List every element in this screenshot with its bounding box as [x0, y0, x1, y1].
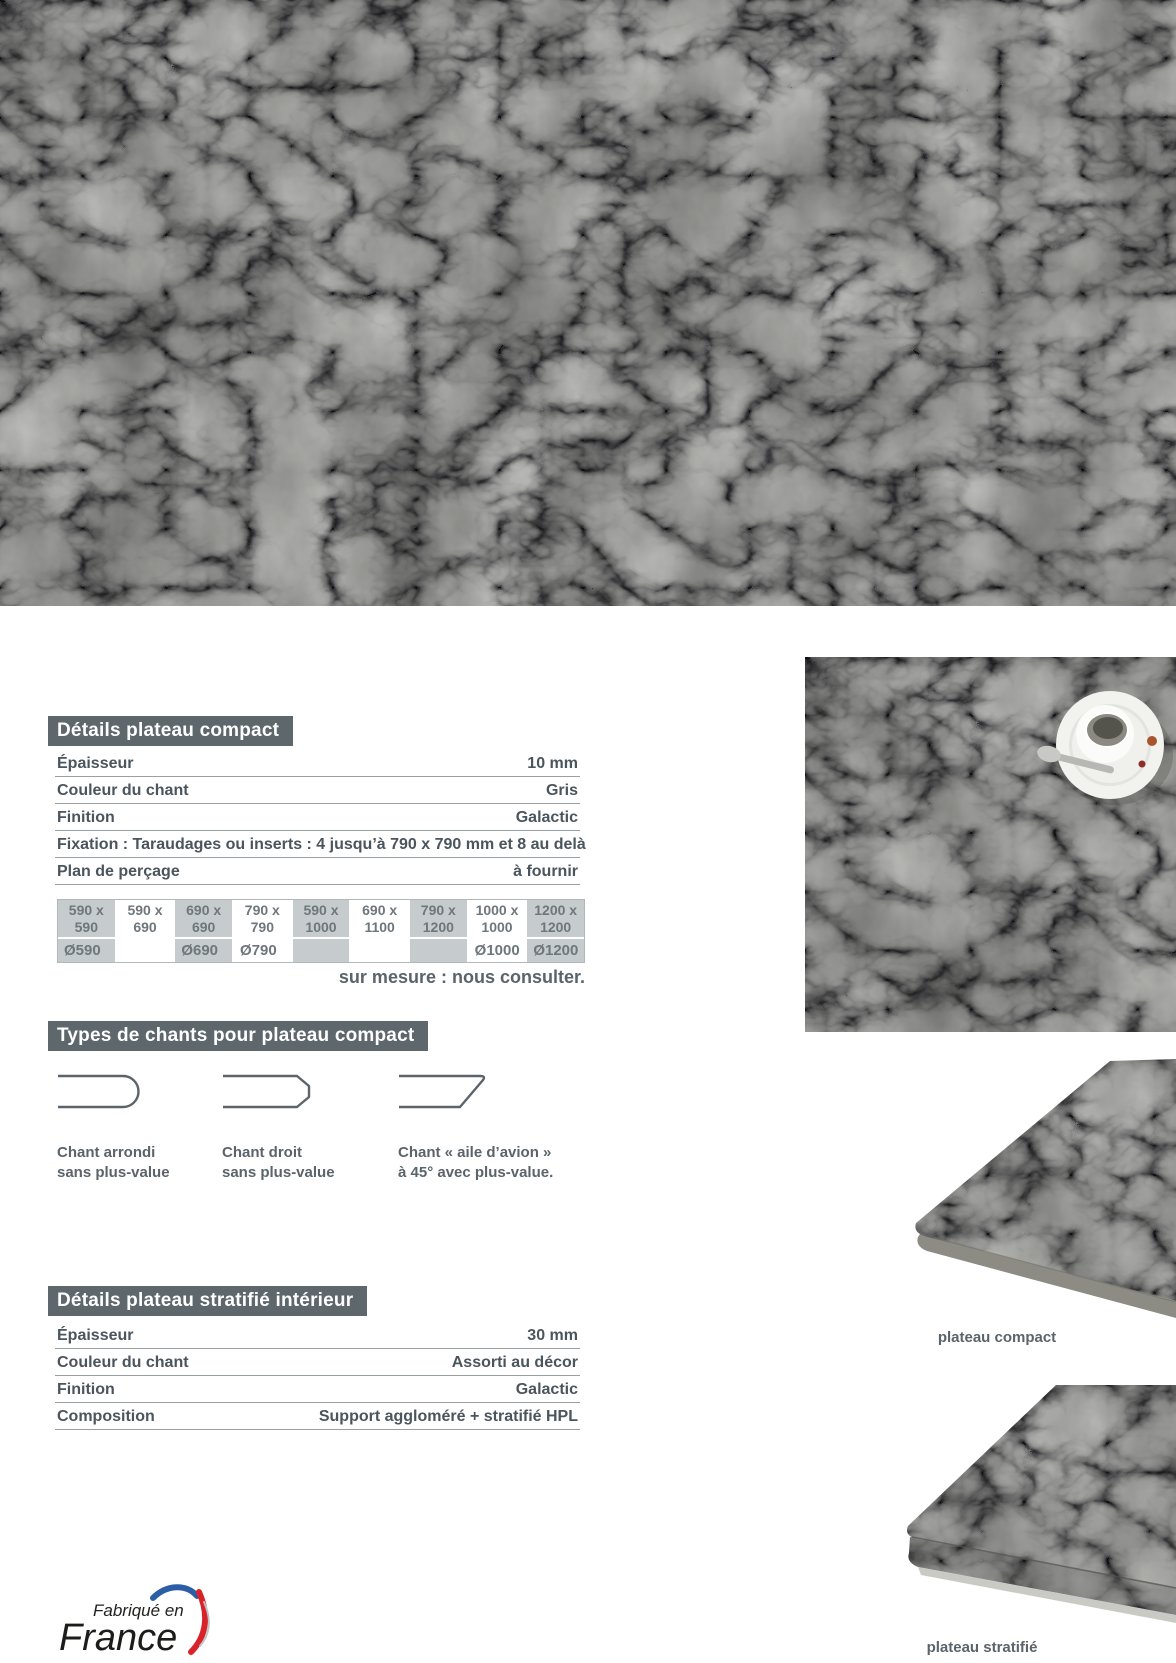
- diameter-cell: Ø790: [234, 939, 291, 962]
- section-title-plateau-stratifie: [48, 1286, 367, 1316]
- caption-plateau-compact: plateau compact: [937, 1329, 1057, 1346]
- spec-row: [55, 1322, 580, 1349]
- diameter-cell: Ø590: [58, 939, 115, 962]
- spec-row: [55, 858, 580, 885]
- spec-value: à fournir: [513, 863, 578, 880]
- spec-row: [55, 1403, 580, 1430]
- france-logo-icon: [57, 1576, 227, 1658]
- render-plateau-stratifie: [858, 1385, 1176, 1637]
- size-cell: 690 x 1100: [351, 900, 408, 937]
- spec-label: Plan de perçage: [57, 863, 180, 880]
- diameter-cell: [410, 939, 467, 962]
- size-cell: 690 x 690: [175, 900, 232, 937]
- chant-arrondi-diagram: [57, 1072, 149, 1112]
- spec-label: Épaisseur: [57, 1327, 134, 1344]
- bevel-edge-profile-icon: [398, 1072, 490, 1112]
- section-title-text: Types de chants pour plateau compact: [48, 1021, 428, 1051]
- hero-marble-photo: [0, 0, 1176, 606]
- chant-arrondi-label: Chant arrondi sans plus-value: [57, 1144, 170, 1182]
- size-cell: 590 x 1000: [293, 900, 350, 937]
- made-in-france-logo: [57, 1576, 227, 1663]
- spec-row: [55, 1376, 580, 1403]
- size-cell: 590 x 690: [117, 900, 174, 937]
- diameter-cell: [293, 939, 350, 962]
- detail-marble-photo: [805, 657, 1176, 1032]
- section-title-plateau-compact: [48, 716, 293, 746]
- spec-table-stratifie: [55, 1322, 580, 1430]
- spec-label: Couleur du chant: [57, 1354, 189, 1371]
- spec-label: Épaisseur: [57, 755, 134, 772]
- caption-plateau-stratifie: plateau stratifié: [926, 1639, 1038, 1656]
- size-cell: 1200 x 1200: [527, 900, 584, 937]
- spec-value: 10 mm: [527, 755, 578, 772]
- rounded-edge-profile-icon: [57, 1072, 149, 1112]
- size-cell: 790 x 790: [234, 900, 291, 937]
- spec-value: Galactic: [515, 809, 578, 826]
- chant-droit-label: Chant droit sans plus-value: [222, 1144, 335, 1182]
- spec-label: Finition: [57, 1381, 115, 1398]
- spec-value: Gris: [545, 782, 578, 799]
- spec-row: [55, 777, 580, 804]
- spec-value: Support aggloméré + stratifié HPL: [318, 1408, 578, 1425]
- plateau-stratifie-corner: [858, 1385, 1176, 1637]
- spec-label: Composition: [57, 1408, 155, 1425]
- spec-row: [55, 1349, 580, 1376]
- chant-aile-avion-diagram: [398, 1072, 490, 1112]
- diameter-cell: [351, 939, 408, 962]
- spec-label: Finition: [57, 809, 115, 826]
- marble-texture: [0, 0, 1176, 606]
- marble-texture: [805, 657, 1176, 1032]
- diameter-cell: Ø1200: [527, 939, 584, 962]
- section-title-text: Détails plateau compact: [48, 716, 293, 746]
- spec-row: [55, 804, 580, 831]
- chant-aile-avion-label: Chant « aile d’avion » à 45° avec plus-value.: [398, 1144, 554, 1182]
- plateau-compact-corner: [905, 1058, 1176, 1320]
- spec-value: Assorti au décor: [451, 1354, 578, 1371]
- size-cell: 1000 x 1000: [469, 900, 526, 937]
- section-title-text: Détails plateau stratifié intérieur: [48, 1286, 367, 1316]
- logo-line2: France: [59, 1617, 178, 1658]
- logo-line1: Fabriqué en: [93, 1601, 184, 1620]
- spec-row: [55, 831, 586, 858]
- size-cell: 590 x 590: [58, 900, 115, 937]
- spec-table-compact: [55, 750, 586, 885]
- render-plateau-compact: [905, 1058, 1176, 1320]
- diameter-cell: Ø690: [175, 939, 232, 962]
- sizes-grid: [57, 899, 585, 963]
- spec-label: Fixation : Taraudages ou inserts : 4 jusqu’à 790 x 790 mm et 8 au delà: [57, 836, 586, 853]
- size-cell: 790 x 1200: [410, 900, 467, 937]
- diameter-cell: [117, 939, 174, 962]
- custom-size-note: sur mesure : nous consulter.: [338, 967, 585, 987]
- logo-blue-arc: [153, 1587, 197, 1598]
- spec-label: Couleur du chant: [57, 782, 189, 799]
- straight-edge-profile-icon: [222, 1072, 314, 1112]
- spec-value: 30 mm: [527, 1327, 578, 1344]
- diameter-cell: Ø1000: [469, 939, 526, 962]
- chant-droit-diagram: [222, 1072, 314, 1112]
- section-title-chants: [48, 1021, 428, 1051]
- spec-value: Galactic: [515, 1381, 578, 1398]
- spec-row: [55, 750, 580, 777]
